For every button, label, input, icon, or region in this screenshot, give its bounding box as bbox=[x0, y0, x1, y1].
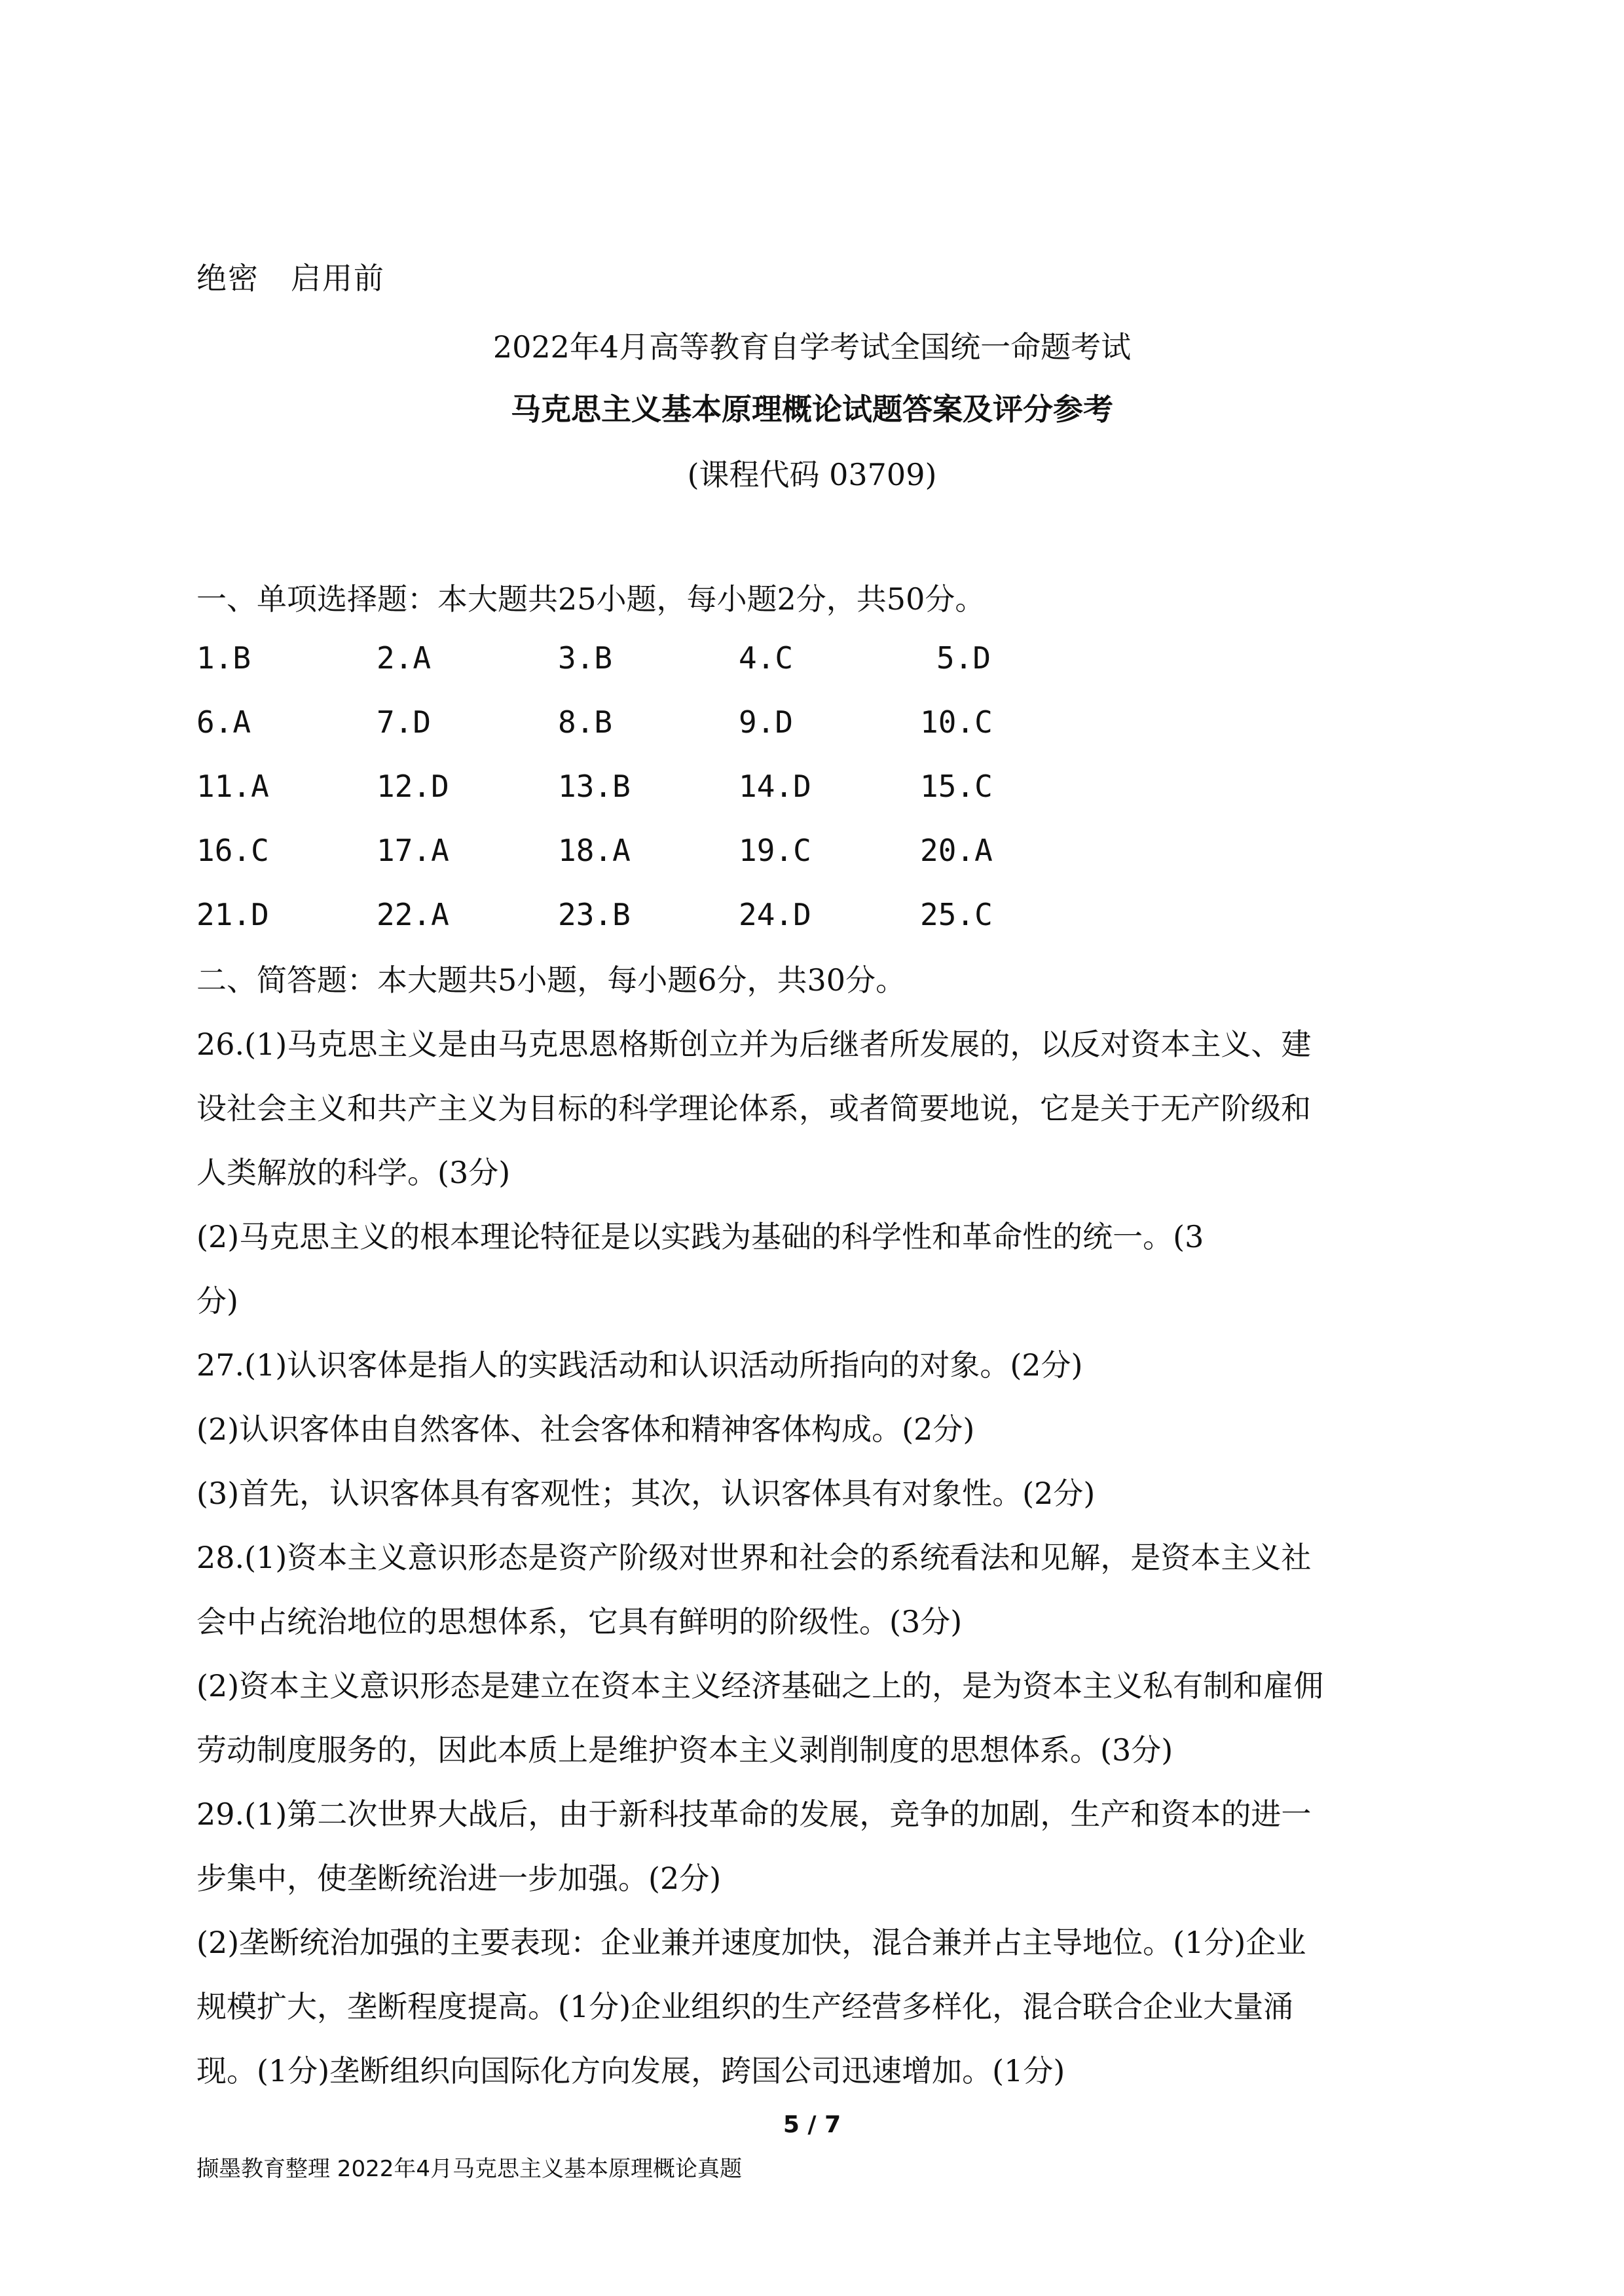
answer-cell: 3.B bbox=[558, 640, 613, 676]
answer-cell: 17.A bbox=[377, 833, 449, 868]
answer-cell: 20.A bbox=[920, 833, 993, 868]
answer-cell: 14.D bbox=[739, 769, 811, 804]
answer-cell: 24.D bbox=[739, 897, 811, 932]
answer-cell: 13.B bbox=[558, 769, 631, 804]
answer-grid bbox=[196, 638, 1113, 959]
answer-cell: 25.C bbox=[920, 897, 993, 932]
answer-text-line: (2)垄断统治加强的主要表现：企业兼并速度加快，混合兼并占主导地位。(1分)企业 bbox=[196, 1925, 1306, 1960]
answer-text-line: 29.(1)第二次世界大战后，由于新科技革命的发展，竞争的加剧，生产和资本的进一 bbox=[196, 1796, 1312, 1832]
answer-cell: 7.D bbox=[377, 704, 432, 740]
answer-text-line: 规模扩大，垄断程度提高。(1分)企业组织的生产经营多样化，混合联合企业大量涌 bbox=[196, 1989, 1294, 2024]
footer-note: 撷墨教育整理 2022年4月马克思主义基本原理概论真题 bbox=[196, 2156, 742, 2182]
answer-text-line: 劳动制度服务的，因此本质上是维护资本主义剥削制度的思想体系。(3分) bbox=[196, 1732, 1173, 1768]
answer-cell: 2.A bbox=[377, 640, 432, 676]
section1-heading: 一、单项选择题：本大题共25小题，每小题2分，共50分。 bbox=[196, 581, 986, 617]
answer-cell: 18.A bbox=[558, 833, 631, 868]
answer-text-line: (2)马克思主义的根本理论特征是以实践为基础的科学性和革命性的统一。(3 bbox=[196, 1219, 1204, 1254]
answer-cell: 6.A bbox=[196, 704, 251, 740]
answer-text-line: 人类解放的科学。(3分) bbox=[196, 1155, 511, 1190]
exam-title: 2022年4月高等教育自学考试全国统一命题考试 bbox=[492, 329, 1132, 365]
answer-text-line: 分) bbox=[196, 1283, 238, 1319]
answer-text-line: 27.(1)认识客体是指人的实践活动和认识活动所指向的对象。(2分) bbox=[196, 1347, 1083, 1383]
answer-text-line: (2)资本主义意识形态是建立在资本主义经济基础之上的，是为资本主义私有制和雇佣 bbox=[196, 1668, 1324, 1704]
course-code: (课程代码 03709) bbox=[687, 457, 937, 492]
answer-cell: 12.D bbox=[377, 769, 449, 804]
answer-cell: 23.B bbox=[558, 897, 631, 932]
section2-body bbox=[196, 948, 1428, 2103]
answer-cell: 10.C bbox=[920, 704, 993, 740]
answer-cell: 22.A bbox=[377, 897, 449, 932]
answer-text-line: 设社会主义和共产主义为目标的科学理论体系，或者简要地说，它是关于无产阶级和 bbox=[196, 1091, 1311, 1126]
answer-text-line: (2)认识客体由自然客体、社会客体和精神客体构成。(2分) bbox=[196, 1412, 975, 1447]
answer-text-line: 步集中，使垄断统治进一步加强。(2分) bbox=[196, 1861, 722, 1896]
answer-text-line: (3)首先，认识客体具有客观性；其次，认识客体具有对象性。(2分) bbox=[196, 1476, 1096, 1511]
answer-cell: 15.C bbox=[920, 769, 993, 804]
answer-cell: 16.C bbox=[196, 833, 269, 868]
answer-row bbox=[196, 638, 1113, 702]
answer-cell: 5.D bbox=[936, 640, 991, 676]
answer-cell: 4.C bbox=[739, 640, 794, 676]
document-title: 马克思主义基本原理概论试题答案及评分参考 bbox=[511, 392, 1113, 427]
page-number: 5 / 7 bbox=[783, 2111, 841, 2138]
answer-row bbox=[196, 702, 1113, 767]
answer-row bbox=[196, 767, 1113, 831]
answer-text-line: 28.(1)资本主义意识形态是资产阶级对世界和社会的系统看法和见解，是资本主义社 bbox=[196, 1540, 1312, 1575]
answer-cell: 8.B bbox=[558, 704, 613, 740]
answer-cell: 9.D bbox=[739, 704, 794, 740]
answer-text-line: 现。(1分)垄断组织向国际化方向发展，跨国公司迅速增加。(1分) bbox=[196, 2053, 1065, 2088]
section2-heading: 二、简答题：本大题共5小题，每小题6分，共30分。 bbox=[196, 962, 906, 998]
answer-cell: 19.C bbox=[739, 833, 811, 868]
answer-row bbox=[196, 831, 1113, 895]
answer-cell: 21.D bbox=[196, 897, 269, 932]
confidential-label: 绝密 启用前 bbox=[196, 261, 385, 296]
answer-cell: 11.A bbox=[196, 769, 269, 804]
answer-text-line: 会中占统治地位的思想体系，它具有鲜明的阶级性。(3分) bbox=[196, 1604, 963, 1639]
answer-cell: 1.B bbox=[196, 640, 251, 676]
answer-text-line: 26.(1)马克思主义是由马克思恩格斯创立并为后继者所发展的，以反对资本主义、建 bbox=[196, 1027, 1312, 1062]
